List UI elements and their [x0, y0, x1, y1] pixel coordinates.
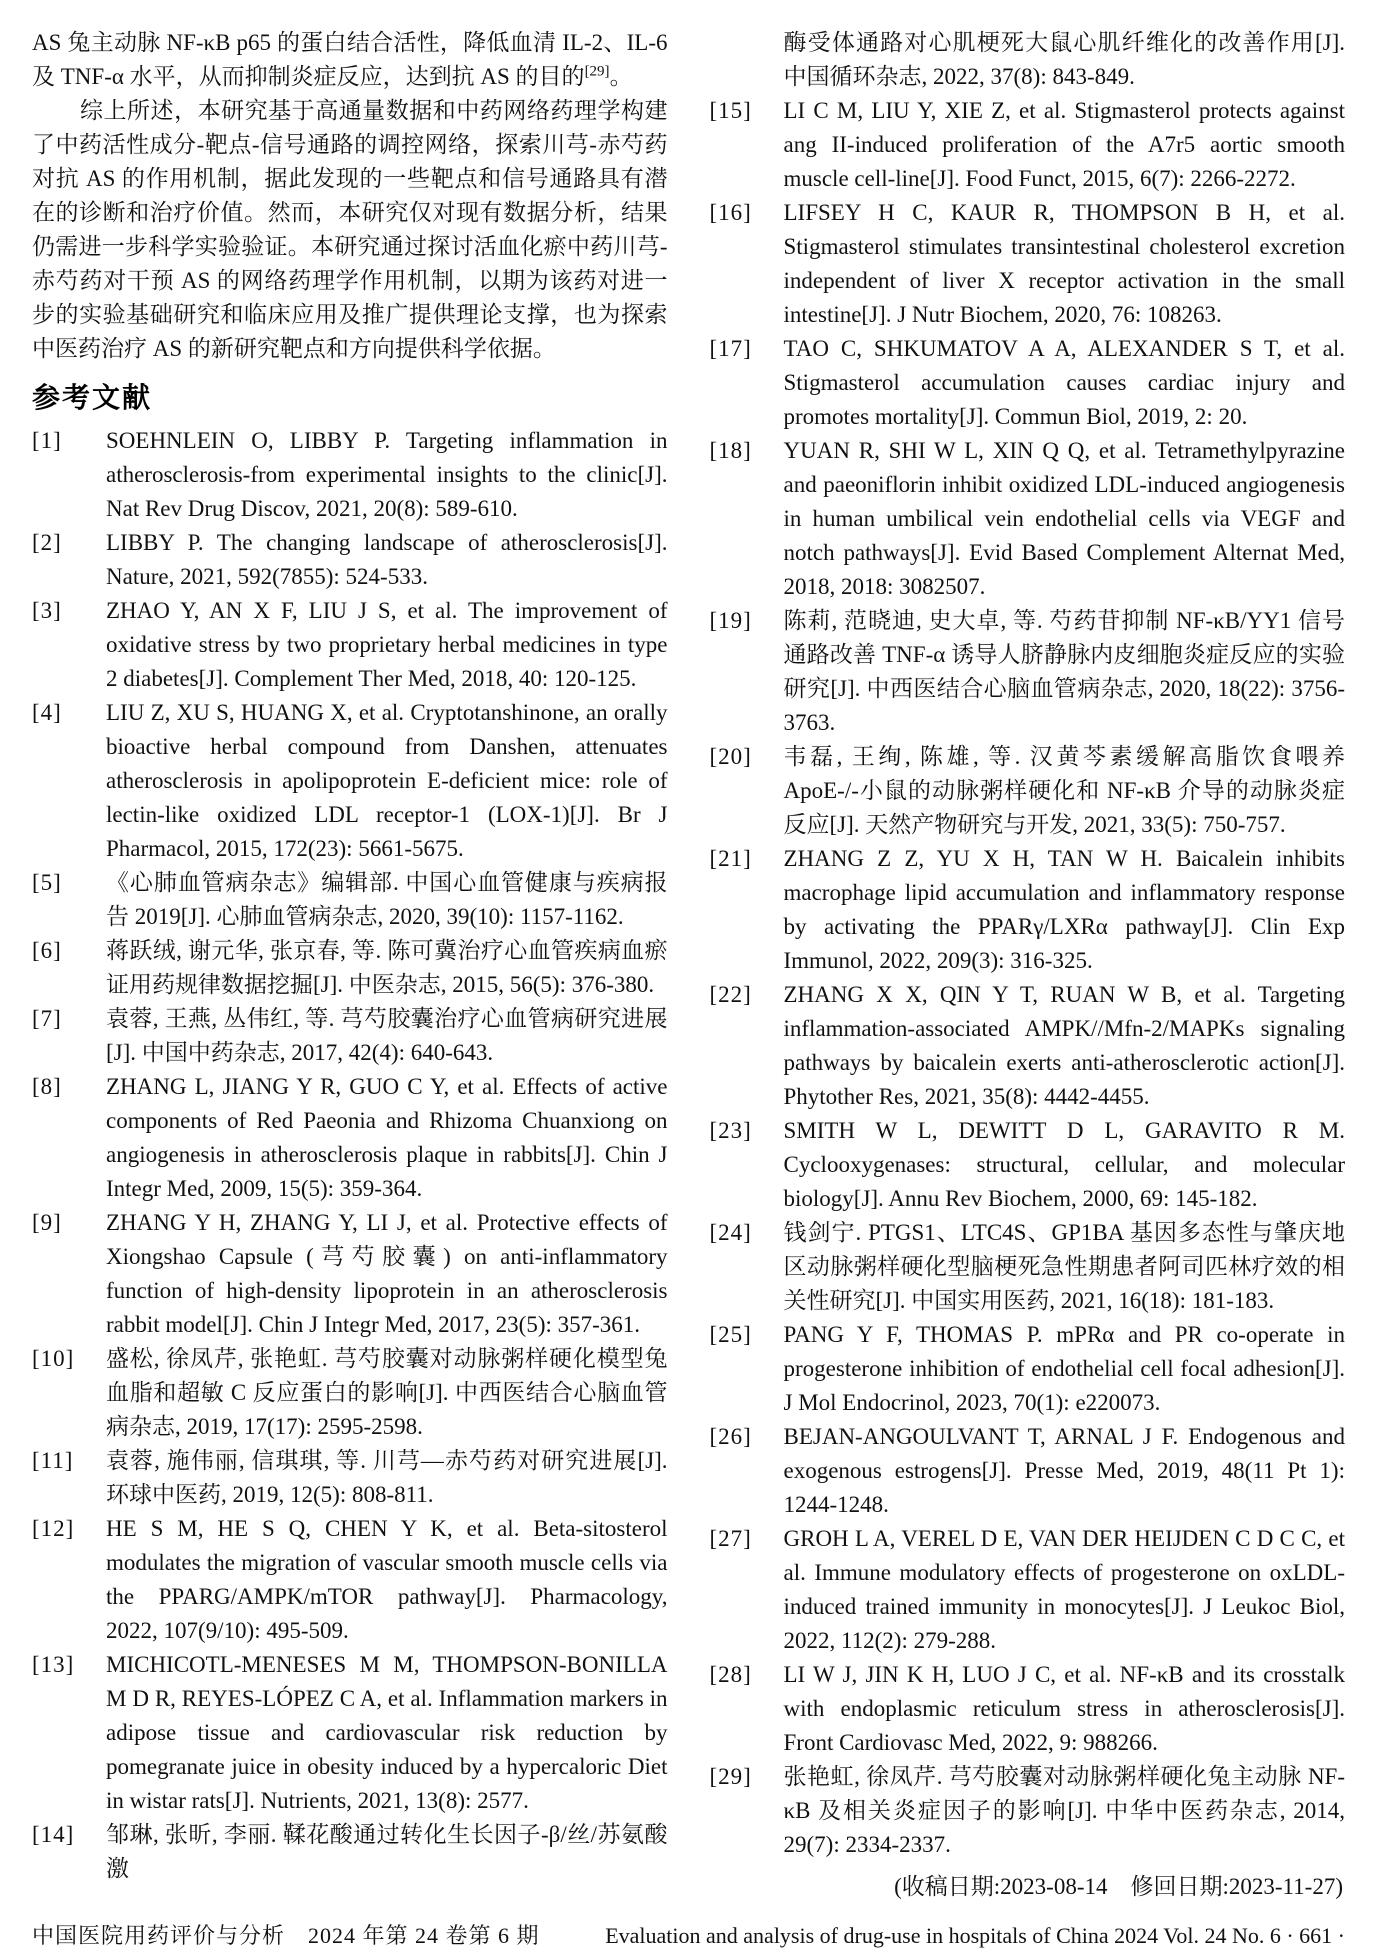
- reference-text: ZHANG L, JIANG Y R, GUO C Y, et al. Effects of active components of Red Paeonia and Rhizoma Chuanxiong on angiogenesis in atherosclerosis plaque in rabbits[J]. Chin J Integr Med, 2009, 15(5): 359-364.: [106, 1074, 668, 1201]
- reference-text: 盛松, 徐凤芹, 张艳虹. 芎芍胶囊对动脉粥样硬化模型兔血脂和超敏 C 反应蛋白的影响[J]. 中西医结合心脑血管病杂志, 2019, 17(17): 2595-2598.: [106, 1346, 668, 1439]
- reference-number: [7]: [32, 1006, 62, 1031]
- reference-number: [12]: [32, 1516, 75, 1541]
- reference-item: [32, 1512, 668, 1648]
- reference-item: [32, 696, 668, 866]
- reference-text: GROH L A, VEREL D E, VAN DER HEIJDEN C D C C, et al. Immune modulatory effects of progesterone on oxLDL-induced trained immunity in monocytes[J]. J Leukoc Biol, 2022, 112(2): 279-288.: [783, 1526, 1345, 1653]
- received-revised-dates: (收稿日期:2023-08-14 修回日期:2023-11-27): [894, 1874, 1343, 1899]
- reference-number: [21]: [709, 846, 752, 871]
- reference-item: [710, 1522, 1346, 1658]
- reference-item: [32, 594, 668, 696]
- reference-text: 袁蓉, 王燕, 丛伟红, 等. 芎芍胶囊治疗心血管病研究进展[J]. 中国中药杂志, 2017, 42(4): 640-643.: [106, 1006, 668, 1065]
- reference-text: ZHAO Y, AN X F, LIU J S, et al. The improvement of oxidative stress by two proprietary herbal medicines in type 2 diabetes[J]. Complement Ther Med, 2018, 40: 120-125.: [106, 598, 668, 691]
- reference-number: [27]: [709, 1526, 752, 1551]
- reference-number: [17]: [709, 336, 752, 361]
- reference-number: [5]: [32, 870, 62, 895]
- reference-item: [32, 424, 668, 526]
- reference-number: [18]: [709, 438, 752, 463]
- reference-item: [710, 1658, 1346, 1760]
- reference-number: [3]: [32, 598, 62, 623]
- reference-continuation: 酶受体通路对心肌梗死大鼠心肌纤维化的改善作用[J]. 中国循环杂志, 2022, 37(8): 843-849.: [783, 30, 1345, 89]
- reference-item: [32, 866, 668, 934]
- footer-journal-title-cn: 中国医院用药评价与分析 2024 年第 24 卷第 6 期: [32, 1923, 540, 1948]
- reference-text: 邹琳, 张昕, 李丽. 鞣花酸通过转化生长因子-β/丝/苏氨酸激: [106, 1822, 668, 1881]
- reference-number: [8]: [32, 1074, 62, 1099]
- reference-text: LIBBY P. The changing landscape of atherosclerosis[J]. Nature, 2021, 592(7855): 524-533.: [106, 530, 668, 589]
- reference-number: [13]: [32, 1652, 75, 1677]
- reference-item: [32, 526, 668, 594]
- reference-text: ZHANG X X, QIN Y T, RUAN W B, et al. Targeting inflammation-associated AMPK//Mfn-2/MAPKs signaling pathways by baicalein exerts anti-atherosclerotic action[J]. Phytother Res, 2021, 35(8): 4442-4455.: [783, 982, 1345, 1109]
- reference-item: [710, 94, 1346, 196]
- footer-journal-title-en: Evaluation and analysis of drug-use in hospitals of China 2024 Vol. 24 No. 6 · 661 ·: [605, 1923, 1345, 1948]
- reference-text: SMITH W L, DEWITT D L, GARAVITO R M. Cyclooxygenases: structural, cellular, and molecular biology[J]. Annu Rev Biochem, 2000, 69: 145-182.: [783, 1118, 1345, 1211]
- reference-list-left: [32, 424, 668, 1886]
- reference-item: [32, 1444, 668, 1512]
- body-paragraph: 综上所述，本研究基于高通量数据和中药网络药理学构建了中药活性成分-靶点-信号通路的调控网络，探索川芎-赤芍药对抗 AS 的作用机制，据此发现的一些靶点和信号通路具有潜在的诊断和治疗价值。然而，本研究仅对现有数据分析，结果仍需进一步科学实验验证。本研究通过探讨活血化瘀中药川芎-赤芍药对干预 AS 的网络药理学作用机制，以期为该药对进一步的实验基础研究和临床应用及推广提供理论支撑，也为探索中医药治疗 AS 的新研究靶点和方向提供科学依据。: [32, 98, 668, 361]
- body-paragraph-continuation: [32, 26, 668, 94]
- reference-number: [16]: [709, 200, 752, 225]
- reference-item: [32, 934, 668, 1002]
- reference-number: [25]: [709, 1322, 752, 1347]
- reference-number: [20]: [709, 744, 752, 769]
- two-column-layout: [32, 26, 1345, 1904]
- reference-text: TAO C, SHKUMATOV A A, ALEXANDER S T, et al. Stigmasterol accumulation causes cardiac injury and promotes mortality[J]. Commun Biol, 2019, 2: 20.: [783, 336, 1345, 429]
- reference-item: [710, 1216, 1346, 1318]
- reference-text: YUAN R, SHI W L, XIN Q Q, et al. Tetramethylpyrazine and paeoniflorin inhibit oxidized LDL-induced angiogenesis in human umbilical vein endothelial cells via VEGF and notch pathways[J]. Evid Based Complement Alternat Med, 2018, 2018: 3082507.: [783, 438, 1345, 599]
- reference-number: [15]: [709, 98, 752, 123]
- reference-number: [1]: [32, 428, 62, 453]
- reference-item: [710, 1114, 1346, 1216]
- reference-text: 陈莉, 范晓迪, 史大卓, 等. 芍药苷抑制 NF-κB/YY1 信号通路改善 TNF-α 诱导人脐静脉内皮细胞炎症反应的实验研究[J]. 中西医结合心脑血管病杂志, 2020, 18(22): 3756-3763.: [783, 608, 1345, 735]
- reference-list-right: [710, 94, 1346, 1862]
- reference-item: [32, 1070, 668, 1206]
- reference-item: [710, 196, 1346, 332]
- reference-item: [710, 740, 1346, 842]
- reference-text: 《心肺血管病杂志》编辑部. 中国心血管健康与疾病报告 2019[J]. 心肺血管病杂志, 2020, 39(10): 1157-1162.: [106, 870, 668, 929]
- page-footer: [32, 1904, 1345, 1950]
- reference-number: [24]: [709, 1220, 752, 1245]
- reference-number: [4]: [32, 700, 62, 725]
- reference-text: ZHANG Y H, ZHANG Y, LI J, et al. Protective effects of Xiongshao Capsule (芎芍胶囊) on anti-inflammatory function of high-density lipoprotein in an atherosclerosis rabbit model[J]. Chin J Integr Med, 2017, 23(5): 357-361.: [106, 1210, 668, 1337]
- reference-number: [23]: [709, 1118, 752, 1143]
- reference-item: [32, 1648, 668, 1818]
- left-column: [32, 26, 668, 1904]
- reference-item: [710, 1420, 1346, 1522]
- reference-text: LIFSEY H C, KAUR R, THOMPSON B H, et al. Stigmasterol stimulates transintestinal cholesterol excretion independent of liver X receptor activation in the small intestine[J]. J Nutr Biochem, 2020, 76: 108263.: [783, 200, 1345, 327]
- reference-text: SOEHNLEIN O, LIBBY P. Targeting inflammation in atherosclerosis-from experimental insights to the clinic[J]. Nat Rev Drug Discov, 2021, 20(8): 589-610.: [106, 428, 668, 521]
- reference-item: [710, 332, 1346, 434]
- reference-text: MICHICOTL-MENESES M M, THOMPSON-BONILLA M D R, REYES-LÓPEZ C A, et al. Inflammation markers in adipose tissue and cardiovascular risk reduction by pomegranate juice in obesity induced by a hypercaloric Diet in wistar rats[J]. Nutrients, 2021, 13(8): 2577.: [106, 1652, 668, 1813]
- reference-number: [28]: [709, 1662, 752, 1687]
- reference-number: [22]: [709, 982, 752, 1007]
- reference-number: [9]: [32, 1210, 62, 1235]
- reference-number: [26]: [709, 1424, 752, 1449]
- reference-text: 钱剑宁. PTGS1、LTC4S、GP1BA 基因多态性与肇庆地区动脉粥样硬化型脑梗死急性期患者阿司匹林疗效的相关性研究[J]. 中国实用医药, 2021, 16(18): 181-183.: [783, 1220, 1345, 1313]
- reference-item: [32, 1342, 668, 1444]
- reference-item: [710, 842, 1346, 978]
- reference-item: [710, 978, 1346, 1114]
- reference-number: [29]: [709, 1764, 752, 1789]
- reference-text: 蒋跃绒, 谢元华, 张京春, 等. 陈可冀治疗心血管疾病血瘀证用药规律数据挖掘[J]. 中医杂志, 2015, 56(5): 376-380.: [106, 938, 668, 997]
- reference-item: [710, 1760, 1346, 1862]
- reference-text: BEJAN-ANGOULVANT T, ARNAL J F. Endogenous and exogenous estrogens[J]. Presse Med, 2019, 48(11 Pt 1): 1244-1248.: [783, 1424, 1345, 1517]
- reference-number: [6]: [32, 938, 62, 963]
- reference-item: [710, 604, 1346, 740]
- right-column: [710, 26, 1346, 1904]
- reference-item: [32, 1818, 668, 1886]
- paragraph-text: 。: [609, 64, 633, 89]
- reference-text: 张艳虹, 徐凤芹. 芎芍胶囊对动脉粥样硬化兔主动脉 NF-κB 及相关炎症因子的影响[J]. 中华中医药杂志, 2014, 29(7): 2334-2337.: [783, 1764, 1345, 1857]
- paragraph-text: AS 兔主动脉 NF-κB p65 的蛋白结合活性，降低血清 IL-2、IL-6 及 TNF-α 水平，从而抑制炎症反应，达到抗 AS 的目的: [32, 30, 668, 89]
- reference-text: ZHANG Z Z, YU X H, TAN W H. Baicalein inhibits macrophage lipid accumulation and inflammatory response by activating the PPARγ/LXRα pathway[J]. Clin Exp Immunol, 2022, 209(3): 316-325.: [783, 846, 1345, 973]
- reference-text: LIU Z, XU S, HUANG X, et al. Cryptotanshinone, an orally bioactive herbal compound from Danshen, attenuates atherosclerosis in apolipoprotein E-deficient mice: role of lectin-like oxidized LDL receptor-1 (LOX-1)[J]. Br J Pharmacol, 2015, 172(23): 5661-5675.: [106, 700, 668, 861]
- citation-superscript: [29]: [584, 63, 610, 80]
- reference-number: [10]: [32, 1346, 75, 1371]
- reference-item: [32, 1206, 668, 1342]
- reference-text: PANG Y F, THOMAS P. mPRα and PR co-operate in progesterone inhibition of endothelial cell focal adhesion[J]. J Mol Endocrinol, 2023, 70(1): e220073.: [783, 1322, 1345, 1415]
- reference-text: 韦磊, 王绚, 陈雄, 等. 汉黄芩素缓解高脂饮食喂养 ApoE-/-小鼠的动脉粥样硬化和 NF-κB 介导的动脉炎症反应[J]. 天然产物研究与开发, 2021, 33(5): 750-757.: [783, 744, 1345, 837]
- reference-text: 袁蓉, 施伟丽, 信琪琪, 等. 川芎—赤芍药对研究进展[J]. 环球中医药, 2019, 12(5): 808-811.: [106, 1448, 668, 1507]
- reference-text: LI C M, LIU Y, XIE Z, et al. Stigmasterol protects against ang II-induced proliferation of the A7r5 aortic smooth muscle cell-line[J]. Food Funct, 2015, 6(7): 2266-2272.: [783, 98, 1345, 191]
- reference-item: [32, 1002, 668, 1070]
- reference-number: [2]: [32, 530, 62, 555]
- reference-number: [14]: [32, 1822, 75, 1847]
- references-heading: 参考文献: [32, 382, 153, 413]
- reference-number: [19]: [709, 608, 752, 633]
- reference-item: [710, 1318, 1346, 1420]
- reference-text: LI W J, JIN K H, LUO J C, et al. NF-κB and its crosstalk with endoplasmic reticulum stress in atherosclerosis[J]. Front Cardiovasc Med, 2022, 9: 988266.: [783, 1662, 1345, 1755]
- reference-item: [710, 434, 1346, 604]
- reference-text: HE S M, HE S Q, CHEN Y K, et al. Beta-sitosterol modulates the migration of vascular smooth muscle cells via the PPARG/AMPK/mTOR pathway[J]. Pharmacology, 2022, 107(9/10): 495-509.: [106, 1516, 668, 1643]
- reference-number: [11]: [32, 1448, 74, 1473]
